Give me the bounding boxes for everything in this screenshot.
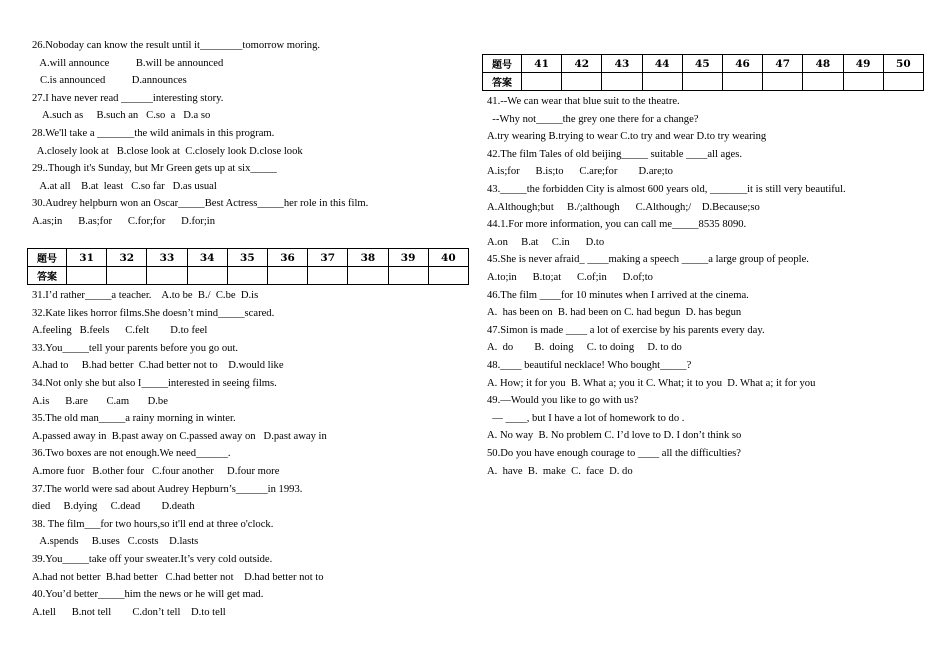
question-number-cell: 46 <box>722 55 762 73</box>
question-line: A. No way B. No problem C. I’d love to D. I don’t think so <box>487 430 742 442</box>
question-number-cell: 47 <box>763 55 803 73</box>
answer-label: 答案 <box>483 73 522 91</box>
question-line: A.spends B.uses C.costs D.lasts <box>32 536 199 548</box>
question-number-cell: 34 <box>187 249 227 267</box>
question-number-cell: 42 <box>562 55 602 73</box>
question-number-label: 题号 <box>483 55 522 73</box>
question-line: --Why not_____the grey one there for a change? <box>487 113 699 125</box>
question-line: A.as;in B.as;for C.for;for D.for;in <box>32 216 216 227</box>
answer-cell[interactable] <box>642 73 682 91</box>
question-line: 29..Though it's Sunday, but Mr Green gets up at six_____ <box>32 163 277 175</box>
answer-cell[interactable] <box>522 73 562 91</box>
answer-cell[interactable] <box>883 73 923 91</box>
question-line: A.had not better B.had better C.had better not D.had better not to <box>32 571 324 583</box>
answer-cell[interactable] <box>227 267 267 285</box>
question-line: A. How; it for you B. What a; you it C. What; it to you D. What a; it for you <box>487 377 816 389</box>
question-number-cell: 50 <box>883 55 923 73</box>
question-line: A.more fuor B.other four C.four another D.four more <box>32 466 280 477</box>
question-line: 31.I’d rather_____a teacher. A.to be B./ C.be D.is <box>32 290 259 301</box>
question-line: A.feeling B.feels C.felt D.to feel <box>32 325 208 337</box>
answer-table-41-50 <box>482 54 924 91</box>
answer-table-answer-row <box>483 73 924 91</box>
question-number-cell: 33 <box>147 249 187 267</box>
question-line: A.will announce B.will be announced <box>32 57 224 69</box>
question-line: A.closely look at B.close look at C.closely look D.close look <box>32 145 303 157</box>
question-line: 26.Noboday can know the result until it________tomorrow moring. <box>32 40 321 51</box>
question-number-label: 题号 <box>28 249 67 267</box>
question-line: 42.The film Tales of old beijing_____ suitable ____all ages. <box>487 148 743 160</box>
question-line: 45.She is never afraid_ ____making a speech _____a large group of people. <box>487 254 809 266</box>
question-line: 27.I have never read ______interesting story. <box>32 92 224 104</box>
question-line: A.is B.are C.am D.be <box>32 395 168 407</box>
question-line: 49.—Would you like to go with us? <box>487 395 639 407</box>
answer-cell[interactable] <box>308 267 348 285</box>
question-line: 34.Not only she but also I_____interested in seeing films. <box>32 378 277 389</box>
answer-cell[interactable] <box>388 267 428 285</box>
question-number-cell: 32 <box>107 249 147 267</box>
question-line: 28.We'll take a _______the wild animals in this program. <box>32 128 275 139</box>
question-line: 37.The world were sad about Audrey Hepburn’s______in 1993. <box>32 483 303 495</box>
question-number-cell: 39 <box>388 249 428 267</box>
question-line: 39.You_____take off your sweater.It’s very cold outside. <box>32 554 273 565</box>
question-line: A.passed away in B.past away on C.passed away on D.past away in <box>32 430 327 442</box>
question-line: 47.Simon is made ____ a lot of exercise by his parents every day. <box>487 324 765 336</box>
answer-cell[interactable] <box>107 267 147 285</box>
answer-cell[interactable] <box>187 267 227 285</box>
question-line: 44.1.For more information, you can call me_____8535 8090. <box>487 219 747 231</box>
question-line: 36.Two boxes are not enough.We need______. <box>32 448 231 460</box>
question-number-cell: 49 <box>843 55 883 73</box>
question-number-cell: 44 <box>642 55 682 73</box>
question-number-cell: 45 <box>682 55 722 73</box>
answer-label: 答案 <box>28 267 67 285</box>
question-number-cell: 36 <box>267 249 307 267</box>
question-number-cell: 40 <box>428 249 468 267</box>
question-line: A. has been on B. had been on C. had begun D. has begun <box>487 307 742 319</box>
question-line: 40.You’d better_____him the news or he will get mad. <box>32 589 264 601</box>
question-line: A.is;for B.is;to C.are;for D.are;to <box>487 166 673 178</box>
question-line: 38. The film___for two hours,so it'll end at three o'clock. <box>32 518 274 530</box>
answer-cell[interactable] <box>147 267 187 285</box>
answer-cell[interactable] <box>682 73 722 91</box>
answer-table-answer-row <box>28 267 469 285</box>
question-line: A. do B. doing C. to doing D. to do <box>487 342 682 354</box>
answer-cell[interactable] <box>67 267 107 285</box>
question-number-cell: 37 <box>308 249 348 267</box>
answer-table-header-row <box>28 249 469 267</box>
question-line: A.on B.at C.in D.to <box>487 236 605 248</box>
question-line: 41.--We can wear that blue suit to the theatre. <box>487 96 680 107</box>
question-number-cell: 43 <box>602 55 642 73</box>
answer-cell[interactable] <box>602 73 642 91</box>
question-number-cell: 38 <box>348 249 388 267</box>
question-line: A.had to B.had better C.had better not to D.would like <box>32 360 284 372</box>
question-line: 46.The film ____for 10 minutes when I arrived at the cinema. <box>487 289 749 301</box>
answer-cell[interactable] <box>843 73 883 91</box>
question-number-cell: 41 <box>522 55 562 73</box>
question-line: 32.Kate likes horror films.She doesn’t mind_____scared. <box>32 307 275 319</box>
question-line: died B.dying C.dead D.death <box>32 501 195 513</box>
answer-cell[interactable] <box>562 73 602 91</box>
question-line: 33.You_____tell your parents before you go out. <box>32 342 239 354</box>
question-line: C.is announced D.announces <box>32 75 187 87</box>
question-line: A.Although;but B./;although C.Although;/ D.Because;so <box>487 201 760 213</box>
question-line: 43._____the forbidden City is almost 600 years old, _______it is still very beautiful. <box>487 184 846 195</box>
question-line: 50.Do you have enough courage to ____ all the difficulties? <box>487 448 741 459</box>
question-line: 30.Audrey helpburn won an Oscar_____Best Actress_____her role in this film. <box>32 198 369 210</box>
question-number-cell: 31 <box>67 249 107 267</box>
answer-cell[interactable] <box>428 267 468 285</box>
question-line: A.at all B.at least C.so far D.as usual <box>32 180 217 192</box>
question-line: A.such as B.such an C.so a D.a so <box>32 110 211 122</box>
answer-table-31-40 <box>27 248 469 285</box>
question-line: A. have B. make C. face D. do <box>487 465 633 477</box>
answer-cell[interactable] <box>803 73 843 91</box>
answer-cell[interactable] <box>267 267 307 285</box>
question-line: — ____, but I have a lot of homework to do . <box>487 412 685 424</box>
question-number-cell: 48 <box>803 55 843 73</box>
question-line: 35.The old man_____a rainy morning in winter. <box>32 413 236 425</box>
answer-cell[interactable] <box>763 73 803 91</box>
question-number-cell: 35 <box>227 249 267 267</box>
answer-cell[interactable] <box>722 73 762 91</box>
question-line: A.tell B.not tell C.don’t tell D.to tell <box>32 606 226 618</box>
question-line: 48.____ beautiful necklace! Who bought_____? <box>487 360 692 371</box>
answer-cell[interactable] <box>348 267 388 285</box>
question-line: A.try wearing B.trying to wear C.to try and wear D.to try wearing <box>487 131 767 143</box>
question-line: A.to;in B.to;at C.of;in D.of;to <box>487 272 653 283</box>
answer-table-header-row <box>483 55 924 73</box>
